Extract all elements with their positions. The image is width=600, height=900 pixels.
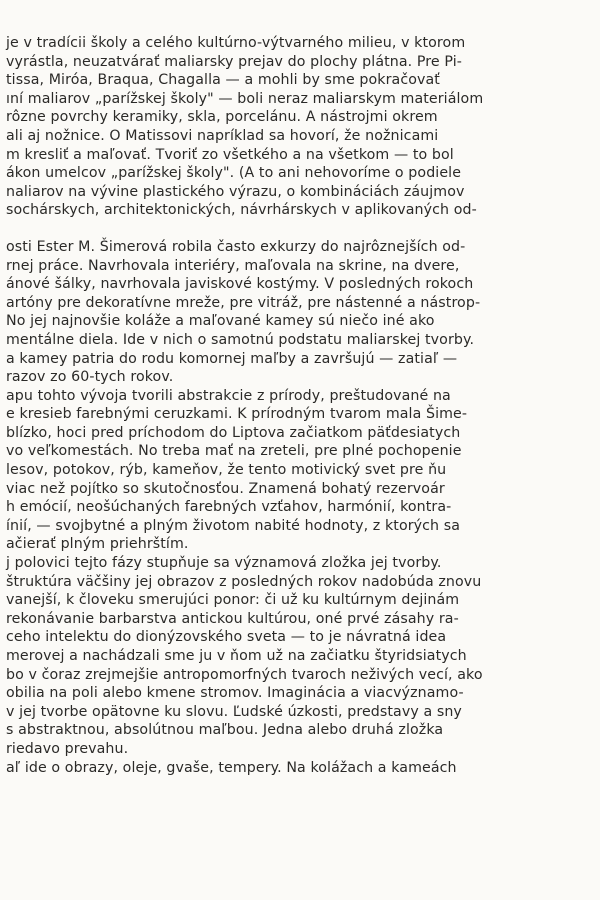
text-line: viac než pojítko so skutočnosťou. Znamená bohatý rezervoár: [6, 480, 445, 497]
text-line: ıní maliarov „parížskej školy" — boli neraz maliarskym materiálom: [6, 90, 484, 107]
text-line: riedavo prevahu.: [6, 740, 129, 757]
text-line: štruktúra väčšiny jej obrazov z posledných rokov nadobúda znovu: [6, 573, 482, 590]
text-line: v jej tvorbe opätovne ku slovu. Ľudské úzkosti, predstavy a sny: [6, 703, 462, 720]
text-line: merovej a nachádzali sme ju v ňom už na začiatku štyridsiatych: [6, 648, 467, 664]
text-line: ánové šálky, navrhovala javiskové kostýmy. V posledných rokoch: [6, 276, 474, 293]
text-line: razov zo 60-tych rokov.: [6, 369, 174, 386]
text-line: rekonávanie barbarstva antickou kultúrou, oné prvé zásahy ra-: [6, 610, 459, 627]
text-line: a kamey patria do rodu komornej maľby a završujú — zatiaľ —: [6, 350, 458, 367]
text-line: No jej najnovšie koláže a maľované kamey sú niečo iné ako: [6, 313, 435, 330]
text-line: lesov, potokov, rýb, kameňov, že tento motivický svet pre ňu: [6, 462, 447, 479]
text-line: ceho intelektu do dionýzovského sveta — to je návratná idea: [6, 629, 447, 646]
paragraph-gap: [6, 220, 600, 238]
text-line: sochárskych, architektonických, návrhárskych v aplikovaných od-: [6, 202, 477, 219]
text-line: naliarov na vývine plastického výrazu, o kombináciách záujmov: [6, 183, 465, 200]
text-line: mentálne diela. Ide v nich o samotnú podstatu maliarskej tvorby.: [6, 331, 475, 348]
text-line: bo v čoraz zrejmejšie antropomorfných tvaroch neživých vecí, ako: [6, 666, 483, 683]
text-line: tissa, Miróa, Braqua, Chagalla — a mohli by sme pokračovať: [6, 72, 440, 89]
paragraph-1: [6, 34, 600, 220]
text-line: m kresliť a maľovať. Tvoriť zo všetkého a na všetkom — to bol: [6, 146, 454, 163]
text-line: vo veľkomestách. No treba mať na zreteli, pre plné pochopenie: [6, 443, 462, 460]
text-line: rôzne povrchy keramiky, skla, porcelánu. A nástrojmi okrem: [6, 109, 438, 126]
text-line: j polovici tejto fázy stupňuje sa významová zložka jej tvorby.: [6, 555, 442, 572]
text-line: rnej práce. Navrhovala interiéry, maľovala na skrine, na dvere,: [6, 257, 460, 274]
paragraph-2: [6, 238, 600, 777]
text-line: ínií, — svojbytné a plným životom nabité hodnoty, z ktorých sa: [6, 517, 461, 534]
text-line: ali aj nožnice. O Matissovi napríklad sa hovorí, že nožnicami: [6, 127, 439, 144]
text-line: ačierať plným priehrštím.: [6, 536, 189, 553]
text-line: blízko, hoci pred príchodom do Liptova začiatkom päťdesiatych: [6, 424, 461, 441]
text-line: s abstraktnou, absolútnou maľbou. Jedna alebo druhá zložka: [6, 722, 444, 739]
text-line: h emócií, neošúchaných farebných vzťahov, harmónií, kontra-: [6, 499, 452, 516]
text-line: ákon umelcov „parížskej školy". (A to ani nehovoríme o podiele: [6, 165, 462, 182]
text-line: artóny pre dekoratívne mreže, pre vitráž, pre nástenné a nástrop-: [6, 294, 481, 311]
text-column: [6, 34, 600, 777]
text-line: aľ ide o obrazy, oleje, gvaše, tempery. Na kolážach a kameách: [6, 759, 457, 776]
text-line: obilia na poli alebo kmene stromov. Imaginácia a viacvýznamo-: [6, 685, 464, 702]
text-line: vyrástla, neuzatvárať maliarsky prejav do plochy plátna. Pre Pi-: [6, 53, 462, 70]
text-line: osti Ester M. Šimerová robila často exkurzy do najrôznejších od-: [6, 238, 466, 255]
text-line: je v tradícii školy a celého kultúrno-výtvarného milieu, v ktorom: [6, 35, 466, 51]
text-line: apu tohto vývoja tvorili abstrakcie z prírody, preštudované na: [6, 387, 451, 404]
text-line: e kresieb farebnými ceruzkami. K prírodným tvarom mala Šime-: [6, 406, 468, 423]
text-line: vanejší, k človeku smerujúci ponor: či už ku kultúrnym dejinám: [6, 592, 460, 609]
